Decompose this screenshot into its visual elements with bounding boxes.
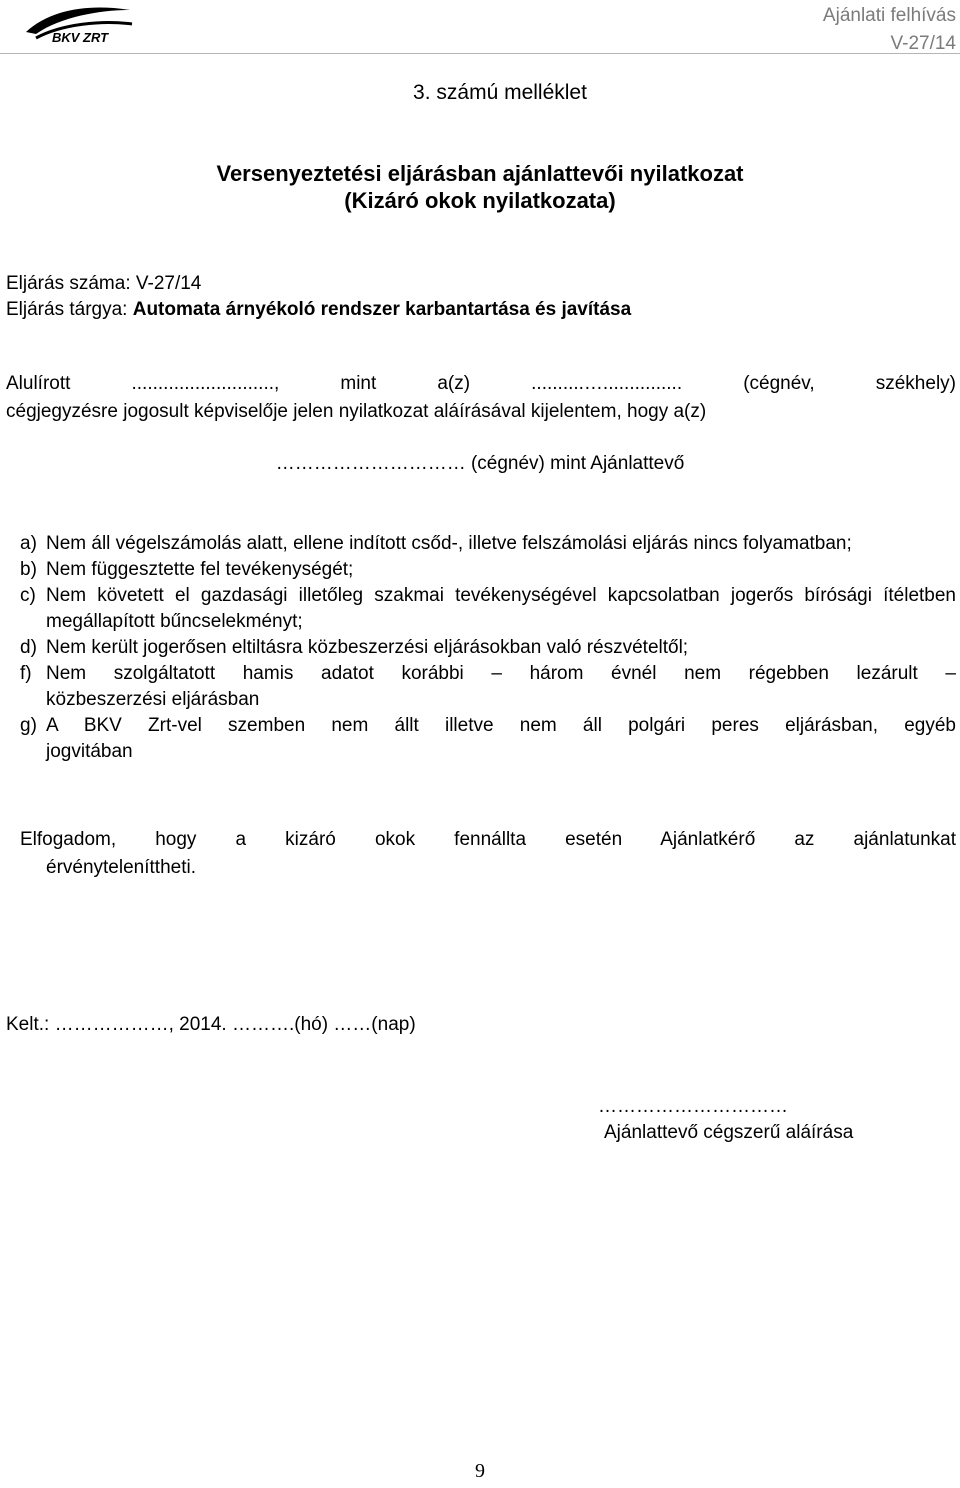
list-item <box>20 583 956 635</box>
item-label: g) <box>20 715 37 736</box>
item-label: f) <box>20 663 32 684</box>
list-item <box>20 557 956 583</box>
signature-dots: ………………………… <box>598 1096 788 1117</box>
title-main: Versenyeztetési eljárásban ajánlattevői nyilatkozat <box>216 161 744 186</box>
signature-label: Ajánlattevő cégszerű aláírása <box>604 1122 854 1143</box>
exclusion-list <box>20 531 956 765</box>
page-number: 9 <box>475 1460 485 1482</box>
document-header-info <box>823 2 956 58</box>
document-type: Ajánlati felhívás <box>822 5 956 26</box>
item-text: Nem követett el gazdasági illetőleg szakmai tevékenységével kapcsolatban jogerős bírósági ítéletben megállapított bűncselekményt; <box>46 585 956 632</box>
list-item <box>20 531 956 557</box>
item-text-line-1: Nem szolgáltatott hamis adatot korábbi – három évnél nem régebben lezárult – <box>46 663 956 684</box>
list-item <box>20 635 956 661</box>
procedure-info <box>6 271 631 323</box>
item-text: Nem áll végelszámolás alatt, ellene indított csőd-, illetve felszámolási eljárás nincs folyamatban; <box>46 533 852 554</box>
list-item <box>20 661 956 713</box>
bkv-logo <box>22 2 134 46</box>
procedure-number: Eljárás száma: V-27/14 <box>6 273 202 294</box>
procedure-subject-value: Automata árnyékoló rendszer karbantartása és javítása <box>132 299 632 320</box>
acceptance-line-1: Elfogadom, hogy a kizáró okok fennállta esetén Ajánlatkérő az ajánlatunkat <box>20 829 956 850</box>
item-text-line-1: A BKV Zrt-vel szemben nem állt illetve nem áll polgári peres eljárásban, egyéb <box>46 715 956 736</box>
date-line: Kelt.: ………………, 2014. ……….(hó) ……(nap) <box>6 1014 416 1035</box>
item-text-line-2: közbeszerzési eljárásban <box>46 689 260 710</box>
document-title <box>0 160 960 214</box>
acceptance-statement <box>20 826 956 882</box>
list-item <box>20 713 956 765</box>
item-text: Nem került jogerősen eltiltásra közbeszerzési eljárásokban való részvételtől; <box>46 637 689 658</box>
item-label: a) <box>20 533 37 554</box>
item-label: c) <box>20 585 36 606</box>
item-text-line-2: jogvitában <box>46 741 133 762</box>
item-label: d) <box>20 637 37 658</box>
item-label: b) <box>20 559 37 580</box>
item-text: Nem függesztette fel tevékenységét; <box>46 559 354 580</box>
intro-line-2: cégjegyzésre jogosult képviselője jelen nyilatkozat aláírásával kijelentem, hogy a(z) <box>6 401 707 422</box>
logo-text: BKV ZRT <box>52 30 109 45</box>
acceptance-line-2: érvényteleníttheti. <box>46 857 196 878</box>
company-line: ………………………… (cégnév) mint Ajánlattevő <box>275 453 685 474</box>
annex-number: 3. számú melléklet <box>413 81 587 104</box>
procedure-subject <box>6 297 631 323</box>
header-divider <box>0 53 960 54</box>
procedure-subject-label: Eljárás tárgya: <box>6 299 133 320</box>
document-code: V-27/14 <box>890 33 956 54</box>
intro-line-1: Alulírott ..........................., mint a(z) ..........…............... (cégnév, székhely) <box>6 373 956 394</box>
title-sub: (Kizáró okok nyilatkozata) <box>344 188 616 213</box>
signature-block <box>598 1094 918 1146</box>
